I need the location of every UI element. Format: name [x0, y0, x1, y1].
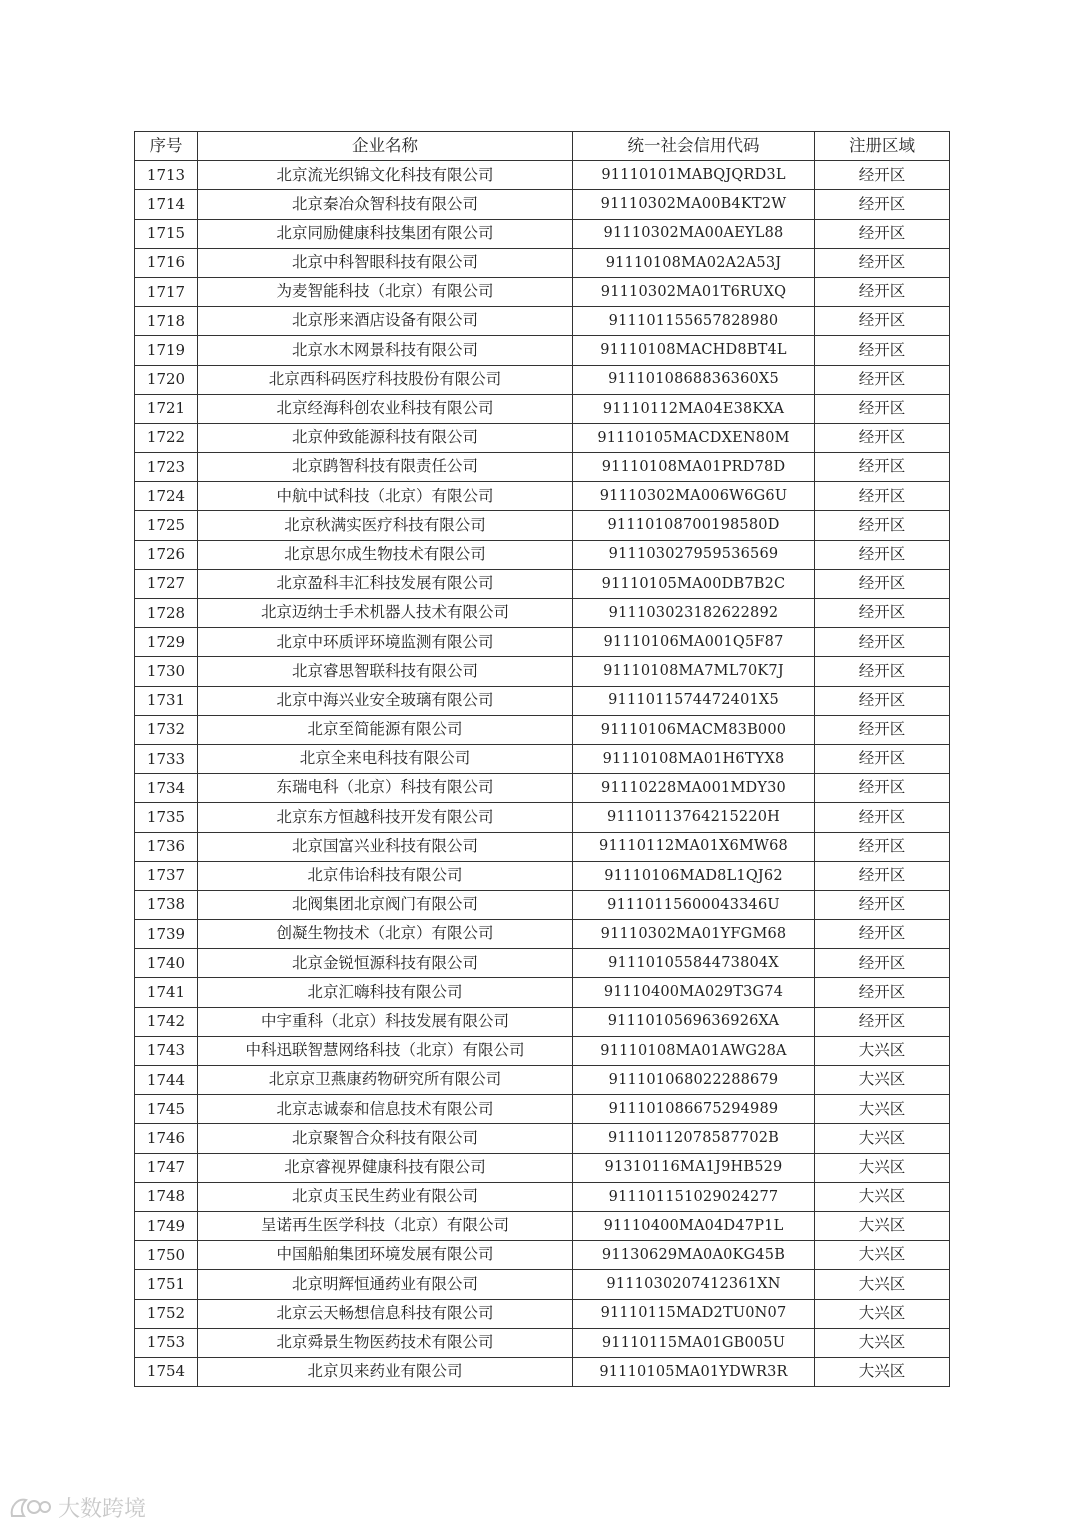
row-index: 1734 [135, 774, 198, 803]
credit-code: 91310116MA1J9HB529 [573, 1153, 815, 1182]
region: 经开区 [815, 336, 950, 365]
row-index: 1742 [135, 1007, 198, 1036]
table-row [135, 861, 950, 890]
table-row [135, 628, 950, 657]
credit-code: 91110108MA02A2A53J [573, 248, 815, 277]
company-name: 北京云天畅想信息科技有限公司 [198, 1299, 573, 1328]
row-index: 1750 [135, 1241, 198, 1270]
credit-code: 911101068022288679 [573, 1066, 815, 1095]
company-list-table [134, 131, 950, 1387]
company-name: 北京京卫燕康药物研究所有限公司 [198, 1066, 573, 1095]
row-index: 1738 [135, 890, 198, 919]
region: 经开区 [815, 1007, 950, 1036]
row-index: 1722 [135, 423, 198, 452]
region: 经开区 [815, 365, 950, 394]
row-index: 1727 [135, 569, 198, 598]
row-index: 1724 [135, 482, 198, 511]
row-index: 1732 [135, 715, 198, 744]
region: 经开区 [815, 774, 950, 803]
region: 经开区 [815, 394, 950, 423]
credit-code: 9111030207412361XN [573, 1270, 815, 1299]
table-row [135, 715, 950, 744]
row-index: 1736 [135, 832, 198, 861]
region: 大兴区 [815, 1270, 950, 1299]
region: 大兴区 [815, 1328, 950, 1357]
company-name: 北京国富兴业科技有限公司 [198, 832, 573, 861]
table-row [135, 774, 950, 803]
region: 经开区 [815, 161, 950, 190]
watermark-text: 大数跨境 [58, 1496, 147, 1522]
credit-code: 91110108700198580D [573, 511, 815, 540]
region: 经开区 [815, 511, 950, 540]
credit-code: 91110105MA00DB7B2C [573, 569, 815, 598]
credit-code: 91110105MACDXEN80M [573, 423, 815, 452]
region: 经开区 [815, 190, 950, 219]
table-row [135, 1007, 950, 1036]
table-row [135, 453, 950, 482]
header-company-name: 企业名称 [198, 132, 573, 161]
company-name: 中科迅联智慧网络科技（北京）有限公司 [198, 1036, 573, 1065]
credit-code: 91110112MA01X6MW68 [573, 832, 815, 861]
credit-code: 91110106MAD8L1QJ62 [573, 861, 815, 890]
credit-code: 91110113764215220H [573, 803, 815, 832]
credit-code: 9111010569636926XA [573, 1007, 815, 1036]
company-name: 北京同励健康科技集团有限公司 [198, 219, 573, 248]
table-row [135, 394, 950, 423]
credit-code: 91110108MACHD8BT4L [573, 336, 815, 365]
header-credit-code: 统一社会信用代码 [573, 132, 815, 161]
company-name: 北京流光织锦文化科技有限公司 [198, 161, 573, 190]
region: 经开区 [815, 803, 950, 832]
table-row [135, 277, 950, 306]
region: 经开区 [815, 307, 950, 336]
company-name: 北京金锐恒源科技有限公司 [198, 949, 573, 978]
table-row [135, 599, 950, 628]
table-row [135, 540, 950, 569]
company-name: 北京明辉恒通药业有限公司 [198, 1270, 573, 1299]
region: 经开区 [815, 715, 950, 744]
company-name: 创凝生物技术（北京）有限公司 [198, 920, 573, 949]
credit-code: 91110115600043346U [573, 890, 815, 919]
table-row [135, 190, 950, 219]
region: 经开区 [815, 569, 950, 598]
row-index: 1733 [135, 744, 198, 773]
row-index: 1752 [135, 1299, 198, 1328]
company-name: 北京贞玉民生药业有限公司 [198, 1182, 573, 1211]
table-row [135, 1036, 950, 1065]
row-index: 1744 [135, 1066, 198, 1095]
table-row [135, 1095, 950, 1124]
table-row [135, 1241, 950, 1270]
credit-code: 91110101MABQJQRD3L [573, 161, 815, 190]
row-index: 1739 [135, 920, 198, 949]
region: 经开区 [815, 890, 950, 919]
company-name: 北京水木网景科技有限公司 [198, 336, 573, 365]
company-name: 北京聚智合众科技有限公司 [198, 1124, 573, 1153]
row-index: 1730 [135, 657, 198, 686]
credit-code: 91110108MA01AWG28A [573, 1036, 815, 1065]
credit-code: 91110106MA001Q5F87 [573, 628, 815, 657]
row-index: 1745 [135, 1095, 198, 1124]
company-name: 北阀集团北京阀门有限公司 [198, 890, 573, 919]
region: 经开区 [815, 248, 950, 277]
credit-code: 911103023182622892 [573, 599, 815, 628]
credit-code: 91110115MA01GB005U [573, 1328, 815, 1357]
credit-code: 9111011574472401X5 [573, 686, 815, 715]
company-name: 北京至简能源有限公司 [198, 715, 573, 744]
row-index: 1731 [135, 686, 198, 715]
credit-code: 91110228MA001MDY30 [573, 774, 815, 803]
credit-code: 91110302MA00B4KT2W [573, 190, 815, 219]
row-index: 1740 [135, 949, 198, 978]
company-name: 北京经海科创农业科技有限公司 [198, 394, 573, 423]
row-index: 1753 [135, 1328, 198, 1357]
company-name: 中宇重科（北京）科技发展有限公司 [198, 1007, 573, 1036]
credit-code: 911101151029024277 [573, 1182, 815, 1211]
table-row [135, 949, 950, 978]
company-name: 为麦智能科技（北京）有限公司 [198, 277, 573, 306]
watermark [8, 1488, 146, 1526]
row-index: 1754 [135, 1357, 198, 1386]
row-index: 1746 [135, 1124, 198, 1153]
region: 经开区 [815, 277, 950, 306]
row-index: 1728 [135, 599, 198, 628]
credit-code: 91110108MA7ML70K7J [573, 657, 815, 686]
company-name: 北京中海兴业安全玻璃有限公司 [198, 686, 573, 715]
row-index: 1718 [135, 307, 198, 336]
company-name: 北京思尔成生物技术有限公司 [198, 540, 573, 569]
table-row [135, 890, 950, 919]
company-name: 北京中科智眼科技有限公司 [198, 248, 573, 277]
company-name: 北京东方恒越科技开发有限公司 [198, 803, 573, 832]
row-index: 1725 [135, 511, 198, 540]
region: 经开区 [815, 920, 950, 949]
row-index: 1720 [135, 365, 198, 394]
credit-code: 91130629MA0A0KG45B [573, 1241, 815, 1270]
company-name: 东瑞电科（北京）科技有限公司 [198, 774, 573, 803]
table-row [135, 1357, 950, 1386]
company-name: 北京西科码医疗科技股份有限公司 [198, 365, 573, 394]
row-index: 1735 [135, 803, 198, 832]
row-index: 1717 [135, 277, 198, 306]
row-index: 1721 [135, 394, 198, 423]
company-name: 北京彤来酒店设备有限公司 [198, 307, 573, 336]
row-index: 1737 [135, 861, 198, 890]
region: 经开区 [815, 949, 950, 978]
row-index: 1715 [135, 219, 198, 248]
region: 大兴区 [815, 1299, 950, 1328]
region: 经开区 [815, 482, 950, 511]
table-row [135, 336, 950, 365]
table-row [135, 365, 950, 394]
table-row [135, 978, 950, 1007]
row-index: 1749 [135, 1211, 198, 1240]
region: 大兴区 [815, 1211, 950, 1240]
credit-code: 91110400MA04D47P1L [573, 1211, 815, 1240]
region: 经开区 [815, 423, 950, 452]
row-index: 1713 [135, 161, 198, 190]
table-row [135, 686, 950, 715]
row-index: 1716 [135, 248, 198, 277]
credit-code: 91110112MA04E38KXA [573, 394, 815, 423]
row-index: 1743 [135, 1036, 198, 1065]
credit-code: 91110115MAD2TU0N07 [573, 1299, 815, 1328]
table-row [135, 307, 950, 336]
region: 经开区 [815, 686, 950, 715]
row-index: 1719 [135, 336, 198, 365]
credit-code: 91110302MA01T6RUXQ [573, 277, 815, 306]
region: 大兴区 [815, 1357, 950, 1386]
row-index: 1748 [135, 1182, 198, 1211]
credit-code: 91110302MA006W6G6U [573, 482, 815, 511]
header-region: 注册区域 [815, 132, 950, 161]
credit-code: 91110108MA01PRD78D [573, 453, 815, 482]
company-name: 中国船舶集团环境发展有限公司 [198, 1241, 573, 1270]
header-index: 序号 [135, 132, 198, 161]
region: 经开区 [815, 599, 950, 628]
region: 大兴区 [815, 1241, 950, 1270]
region: 经开区 [815, 978, 950, 1007]
region: 经开区 [815, 744, 950, 773]
row-index: 1729 [135, 628, 198, 657]
table-row [135, 920, 950, 949]
credit-code: 91110108MA01H6TYX8 [573, 744, 815, 773]
brand-logo-icon [8, 1492, 52, 1522]
credit-code: 911103027959536569 [573, 540, 815, 569]
table-row [135, 832, 950, 861]
region: 经开区 [815, 861, 950, 890]
table-row [135, 1182, 950, 1211]
credit-code: 91110112078587702B [573, 1124, 815, 1153]
table-row [135, 569, 950, 598]
table-row [135, 482, 950, 511]
table-row [135, 511, 950, 540]
region: 大兴区 [815, 1066, 950, 1095]
region: 经开区 [815, 657, 950, 686]
row-index: 1741 [135, 978, 198, 1007]
table-row [135, 1299, 950, 1328]
credit-code: 91110302MA00AEYL88 [573, 219, 815, 248]
credit-code: 9111010868836360X5 [573, 365, 815, 394]
table-row [135, 161, 950, 190]
company-name: 北京全来电科技有限公司 [198, 744, 573, 773]
table-row [135, 1124, 950, 1153]
table-row [135, 1066, 950, 1095]
company-name: 北京盈科丰汇科技发展有限公司 [198, 569, 573, 598]
row-index: 1726 [135, 540, 198, 569]
credit-code: 91110302MA01YFGM68 [573, 920, 815, 949]
credit-code: 91110400MA029T3G74 [573, 978, 815, 1007]
region: 经开区 [815, 628, 950, 657]
region: 经开区 [815, 453, 950, 482]
region: 大兴区 [815, 1153, 950, 1182]
credit-code: 911101155657828980 [573, 307, 815, 336]
row-index: 1751 [135, 1270, 198, 1299]
region: 大兴区 [815, 1124, 950, 1153]
table-row [135, 1153, 950, 1182]
company-name: 北京伟诒科技有限公司 [198, 861, 573, 890]
company-name: 北京贝来药业有限公司 [198, 1357, 573, 1386]
company-name: 北京迈纳士手术机器人技术有限公司 [198, 599, 573, 628]
company-name: 呈诺再生医学科技（北京）有限公司 [198, 1211, 573, 1240]
company-name: 北京仲致能源科技有限公司 [198, 423, 573, 452]
table-row [135, 803, 950, 832]
company-name: 中航中试科技（北京）有限公司 [198, 482, 573, 511]
company-name: 北京秋满实医疗科技有限公司 [198, 511, 573, 540]
company-name: 北京汇嗨科技有限公司 [198, 978, 573, 1007]
table-row [135, 1270, 950, 1299]
region: 经开区 [815, 832, 950, 861]
table-row [135, 1211, 950, 1240]
company-name: 北京睿视界健康科技有限公司 [198, 1153, 573, 1182]
region: 大兴区 [815, 1095, 950, 1124]
credit-code: 91110105MA01YDWR3R [573, 1357, 815, 1386]
table-row [135, 423, 950, 452]
company-name: 北京鹍智科技有限责任公司 [198, 453, 573, 482]
region: 经开区 [815, 219, 950, 248]
company-name: 北京志诚泰和信息技术有限公司 [198, 1095, 573, 1124]
row-index: 1714 [135, 190, 198, 219]
region: 大兴区 [815, 1182, 950, 1211]
credit-code: 91110105584473804X [573, 949, 815, 978]
row-index: 1723 [135, 453, 198, 482]
company-name: 北京秦冶众智科技有限公司 [198, 190, 573, 219]
table-body [135, 161, 950, 1387]
credit-code: 911101086675294989 [573, 1095, 815, 1124]
company-name: 北京睿思智联科技有限公司 [198, 657, 573, 686]
company-name: 北京中环质评环境监测有限公司 [198, 628, 573, 657]
credit-code: 91110106MACM83B000 [573, 715, 815, 744]
table-row [135, 219, 950, 248]
table-row [135, 744, 950, 773]
table-row [135, 1328, 950, 1357]
region: 经开区 [815, 540, 950, 569]
company-name: 北京舜景生物医药技术有限公司 [198, 1328, 573, 1357]
table-header-row [135, 132, 950, 161]
company-list-table-container [134, 131, 949, 1387]
region: 大兴区 [815, 1036, 950, 1065]
table-row [135, 657, 950, 686]
table-row [135, 248, 950, 277]
row-index: 1747 [135, 1153, 198, 1182]
